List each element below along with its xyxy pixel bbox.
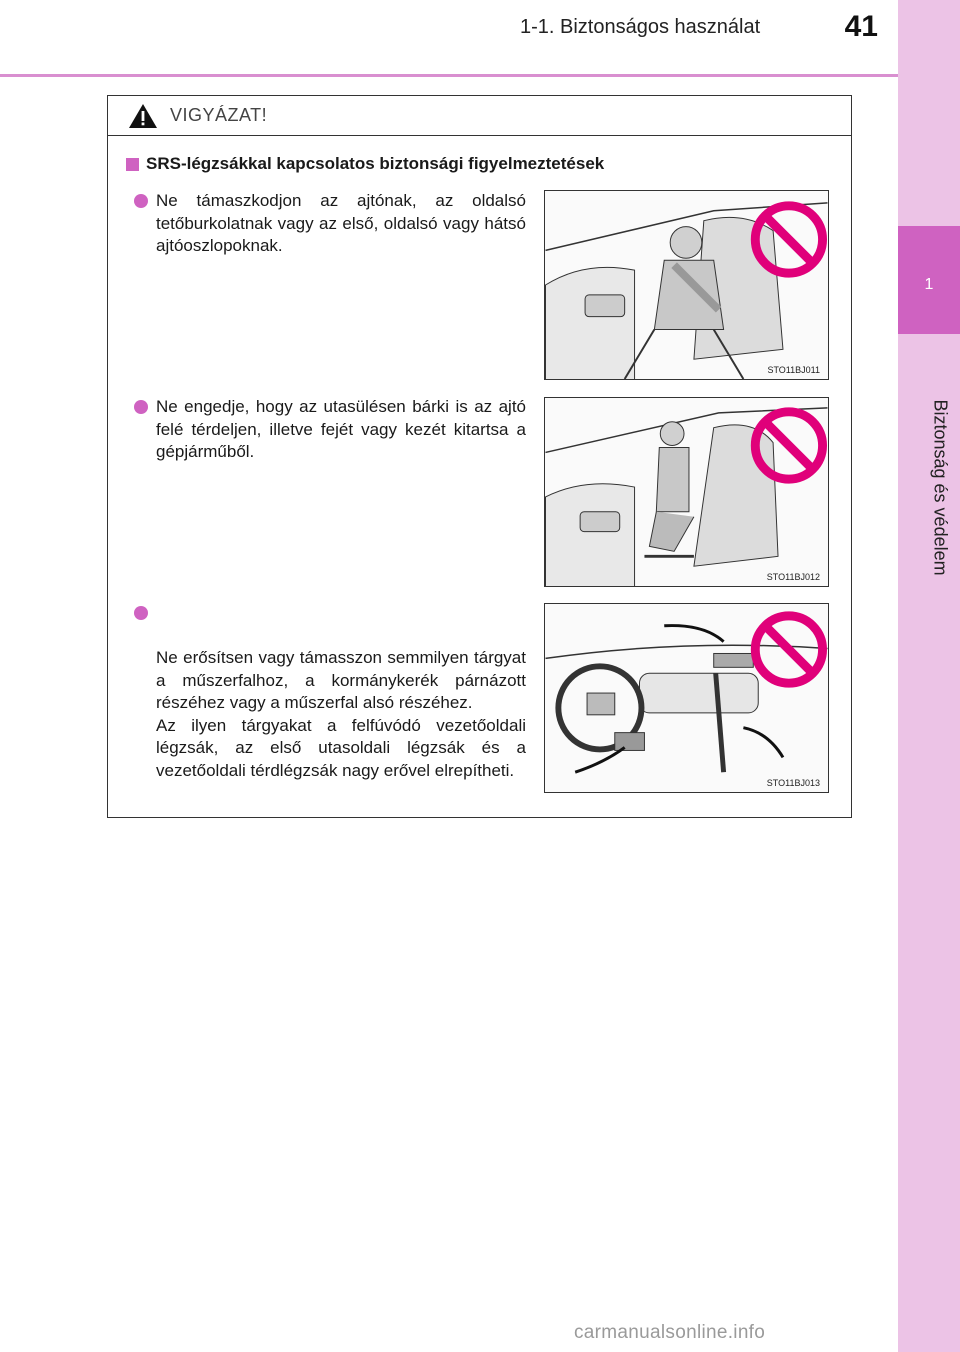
chapter-label: Biztonság és védelem: [930, 399, 951, 576]
warning-label: VIGYÁZAT!: [170, 105, 268, 125]
bullet-icon: [134, 194, 148, 208]
figure-code: STO11BJ013: [766, 778, 820, 788]
header-divider: [0, 74, 898, 77]
prohibition-sign-icon: [755, 616, 822, 683]
section-heading-text: SRS-légzsákkal kapcsolatos biztonsági figyelmeztetések: [146, 154, 605, 173]
side-band: [898, 0, 960, 1352]
figure-leaning-on-door: [544, 190, 829, 380]
bullet-icon: [134, 400, 148, 414]
item-text: Ne engedje, hogy az utasülésen bárki is az ajtó felé térdeljen, illetve fejét vagy kezét kitartsa a gépjárműből.: [156, 397, 526, 461]
page-number: 41: [844, 10, 878, 43]
warning-triangle-icon: [128, 103, 158, 129]
chapter-number: 1: [924, 276, 934, 293]
list-item: [134, 190, 526, 258]
illustration-leaning-passenger: [545, 191, 828, 379]
bullet-icon: [134, 606, 148, 620]
section-heading: [126, 154, 604, 174]
figure-kneeling-passenger: [544, 397, 829, 587]
figure-code: STO11BJ011: [767, 365, 820, 375]
figure-code: STO11BJ012: [766, 572, 820, 582]
list-item: [134, 602, 526, 805]
square-bullet-icon: [126, 158, 139, 171]
footer-watermark: carmanualsonline.info: [574, 1322, 766, 1343]
item-text: Ne támaszkodjon az ajtónak, az oldalsó tetőburkolatnak vagy az első, oldalsó vagy hátsó ajtóoszlopoknak.: [156, 191, 526, 255]
item-text: Ne erősítsen vagy támasszon semmilyen tárgyat a műszerfalhoz, a kormánykerék párnázott részéhez vagy a műszerfal alsó részéhez. Az ilyen tárgyakat a felfúvódó vezetőoldali légzsák, az első utasoldali légzsák és a vezetőoldali térdlégzsák nagy erővel elrepítheti.: [156, 648, 526, 780]
illustration-kneeling-child: [545, 398, 828, 586]
warning-box: [107, 95, 852, 818]
warning-header: [108, 96, 851, 136]
illustration-dashboard: [545, 604, 828, 792]
figure-dashboard-objects: [544, 603, 829, 793]
list-item: [134, 396, 526, 464]
header-section-title: 1-1. Biztonságos használat: [520, 16, 761, 38]
